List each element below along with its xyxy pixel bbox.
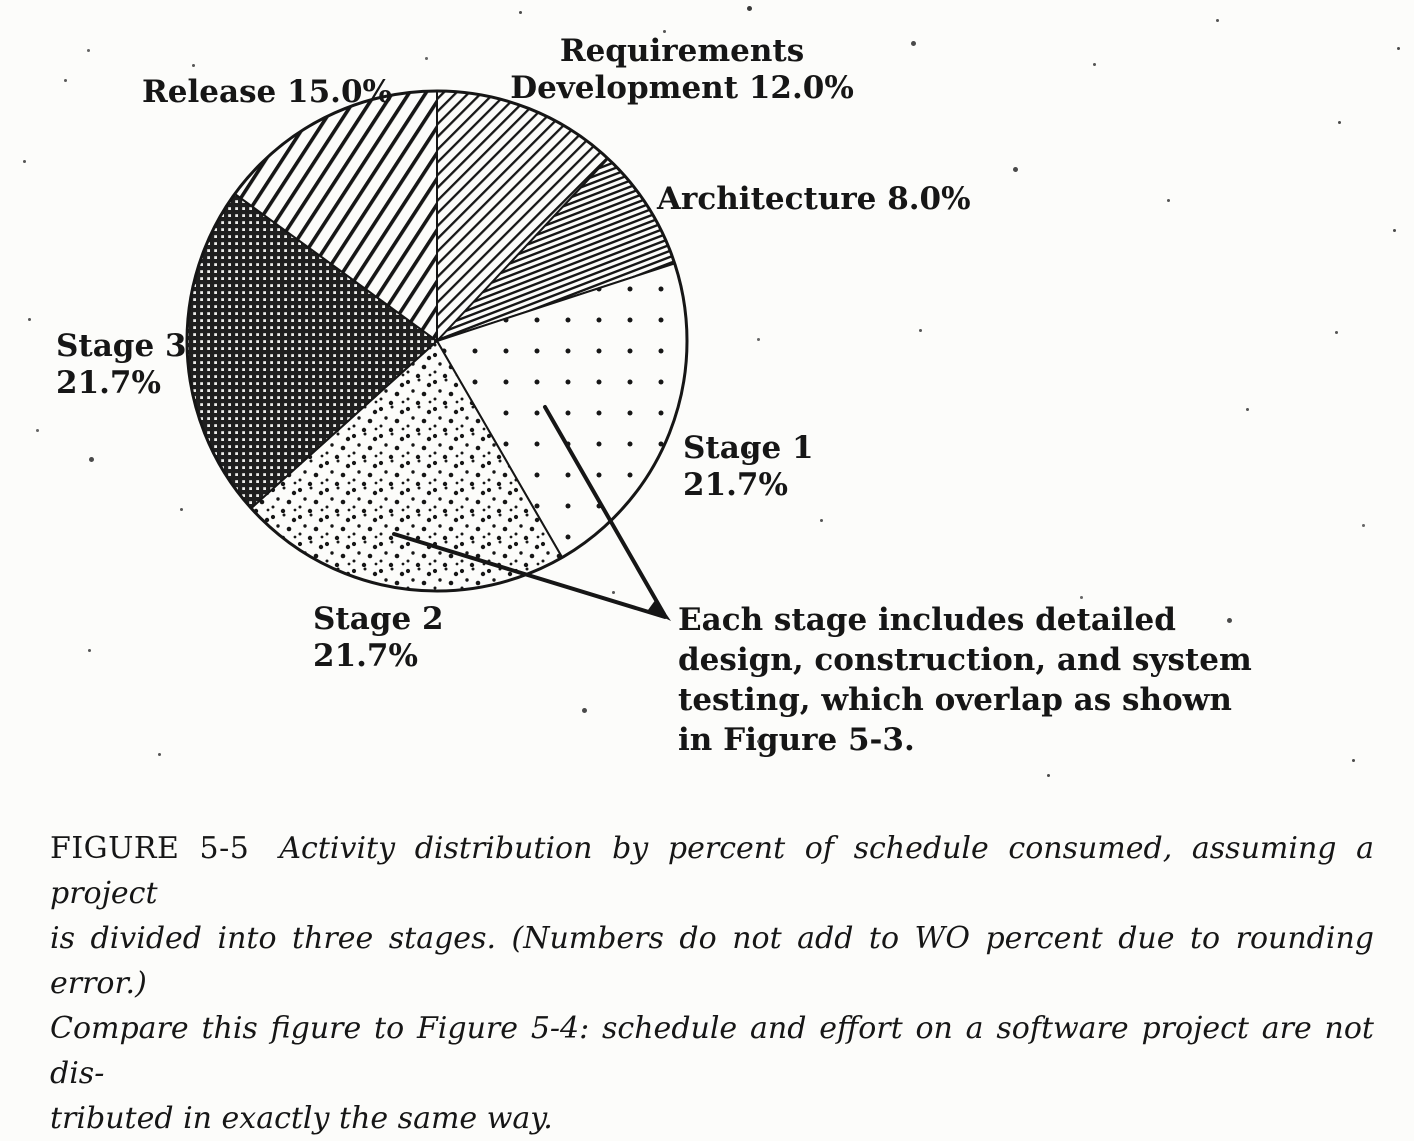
annotation-line-4: in Figure 5-3. — [678, 722, 915, 758]
label-stage2-value: 21.7% — [313, 638, 418, 674]
caption-line-2: is divided into three stages. (Numbers do not add to WO percent due to rounding error.) — [50, 921, 1374, 1001]
caption-line-4: tributed in exactly the same way. — [50, 1101, 553, 1136]
figure-caption — [50, 826, 1374, 1141]
label-stage1-name: Stage 1 — [683, 430, 814, 466]
label-architecture: Architecture 8.0% — [657, 181, 971, 217]
label-stage2 — [313, 601, 444, 675]
label-requirements-development — [500, 33, 864, 107]
scan-specks — [0, 0, 3, 3]
caption-line-1 — [50, 826, 1374, 916]
stage-annotation — [678, 600, 1252, 760]
annotation-line-2: design, construction, and system — [678, 642, 1252, 678]
caption-line-1-text: Activity distribution by percent of schedule consumed, assuming a project — [50, 831, 1375, 911]
annotation-line-3: testing, which overlap as shown — [678, 682, 1232, 718]
label-stage3 — [56, 328, 187, 402]
label-requirements-line1: Requirements — [559, 33, 805, 69]
label-stage1-value: 21.7% — [683, 467, 788, 503]
annotation-line-1: Each stage includes detailed — [678, 602, 1176, 638]
label-stage1 — [683, 430, 814, 504]
label-release: Release 15.0% — [142, 74, 392, 110]
label-stage3-name: Stage 3 — [56, 328, 187, 364]
pie-slices — [187, 91, 687, 591]
caption-line-3: Compare this figure to Figure 5-4: schedule and effort on a software project are not dis- — [50, 1011, 1374, 1091]
caption-figure-number: FIGURE 5-5 — [50, 831, 250, 866]
label-stage3-value: 21.7% — [56, 365, 161, 401]
label-stage2-name: Stage 2 — [313, 601, 444, 637]
label-requirements-line2: Development 12.0% — [510, 70, 854, 106]
